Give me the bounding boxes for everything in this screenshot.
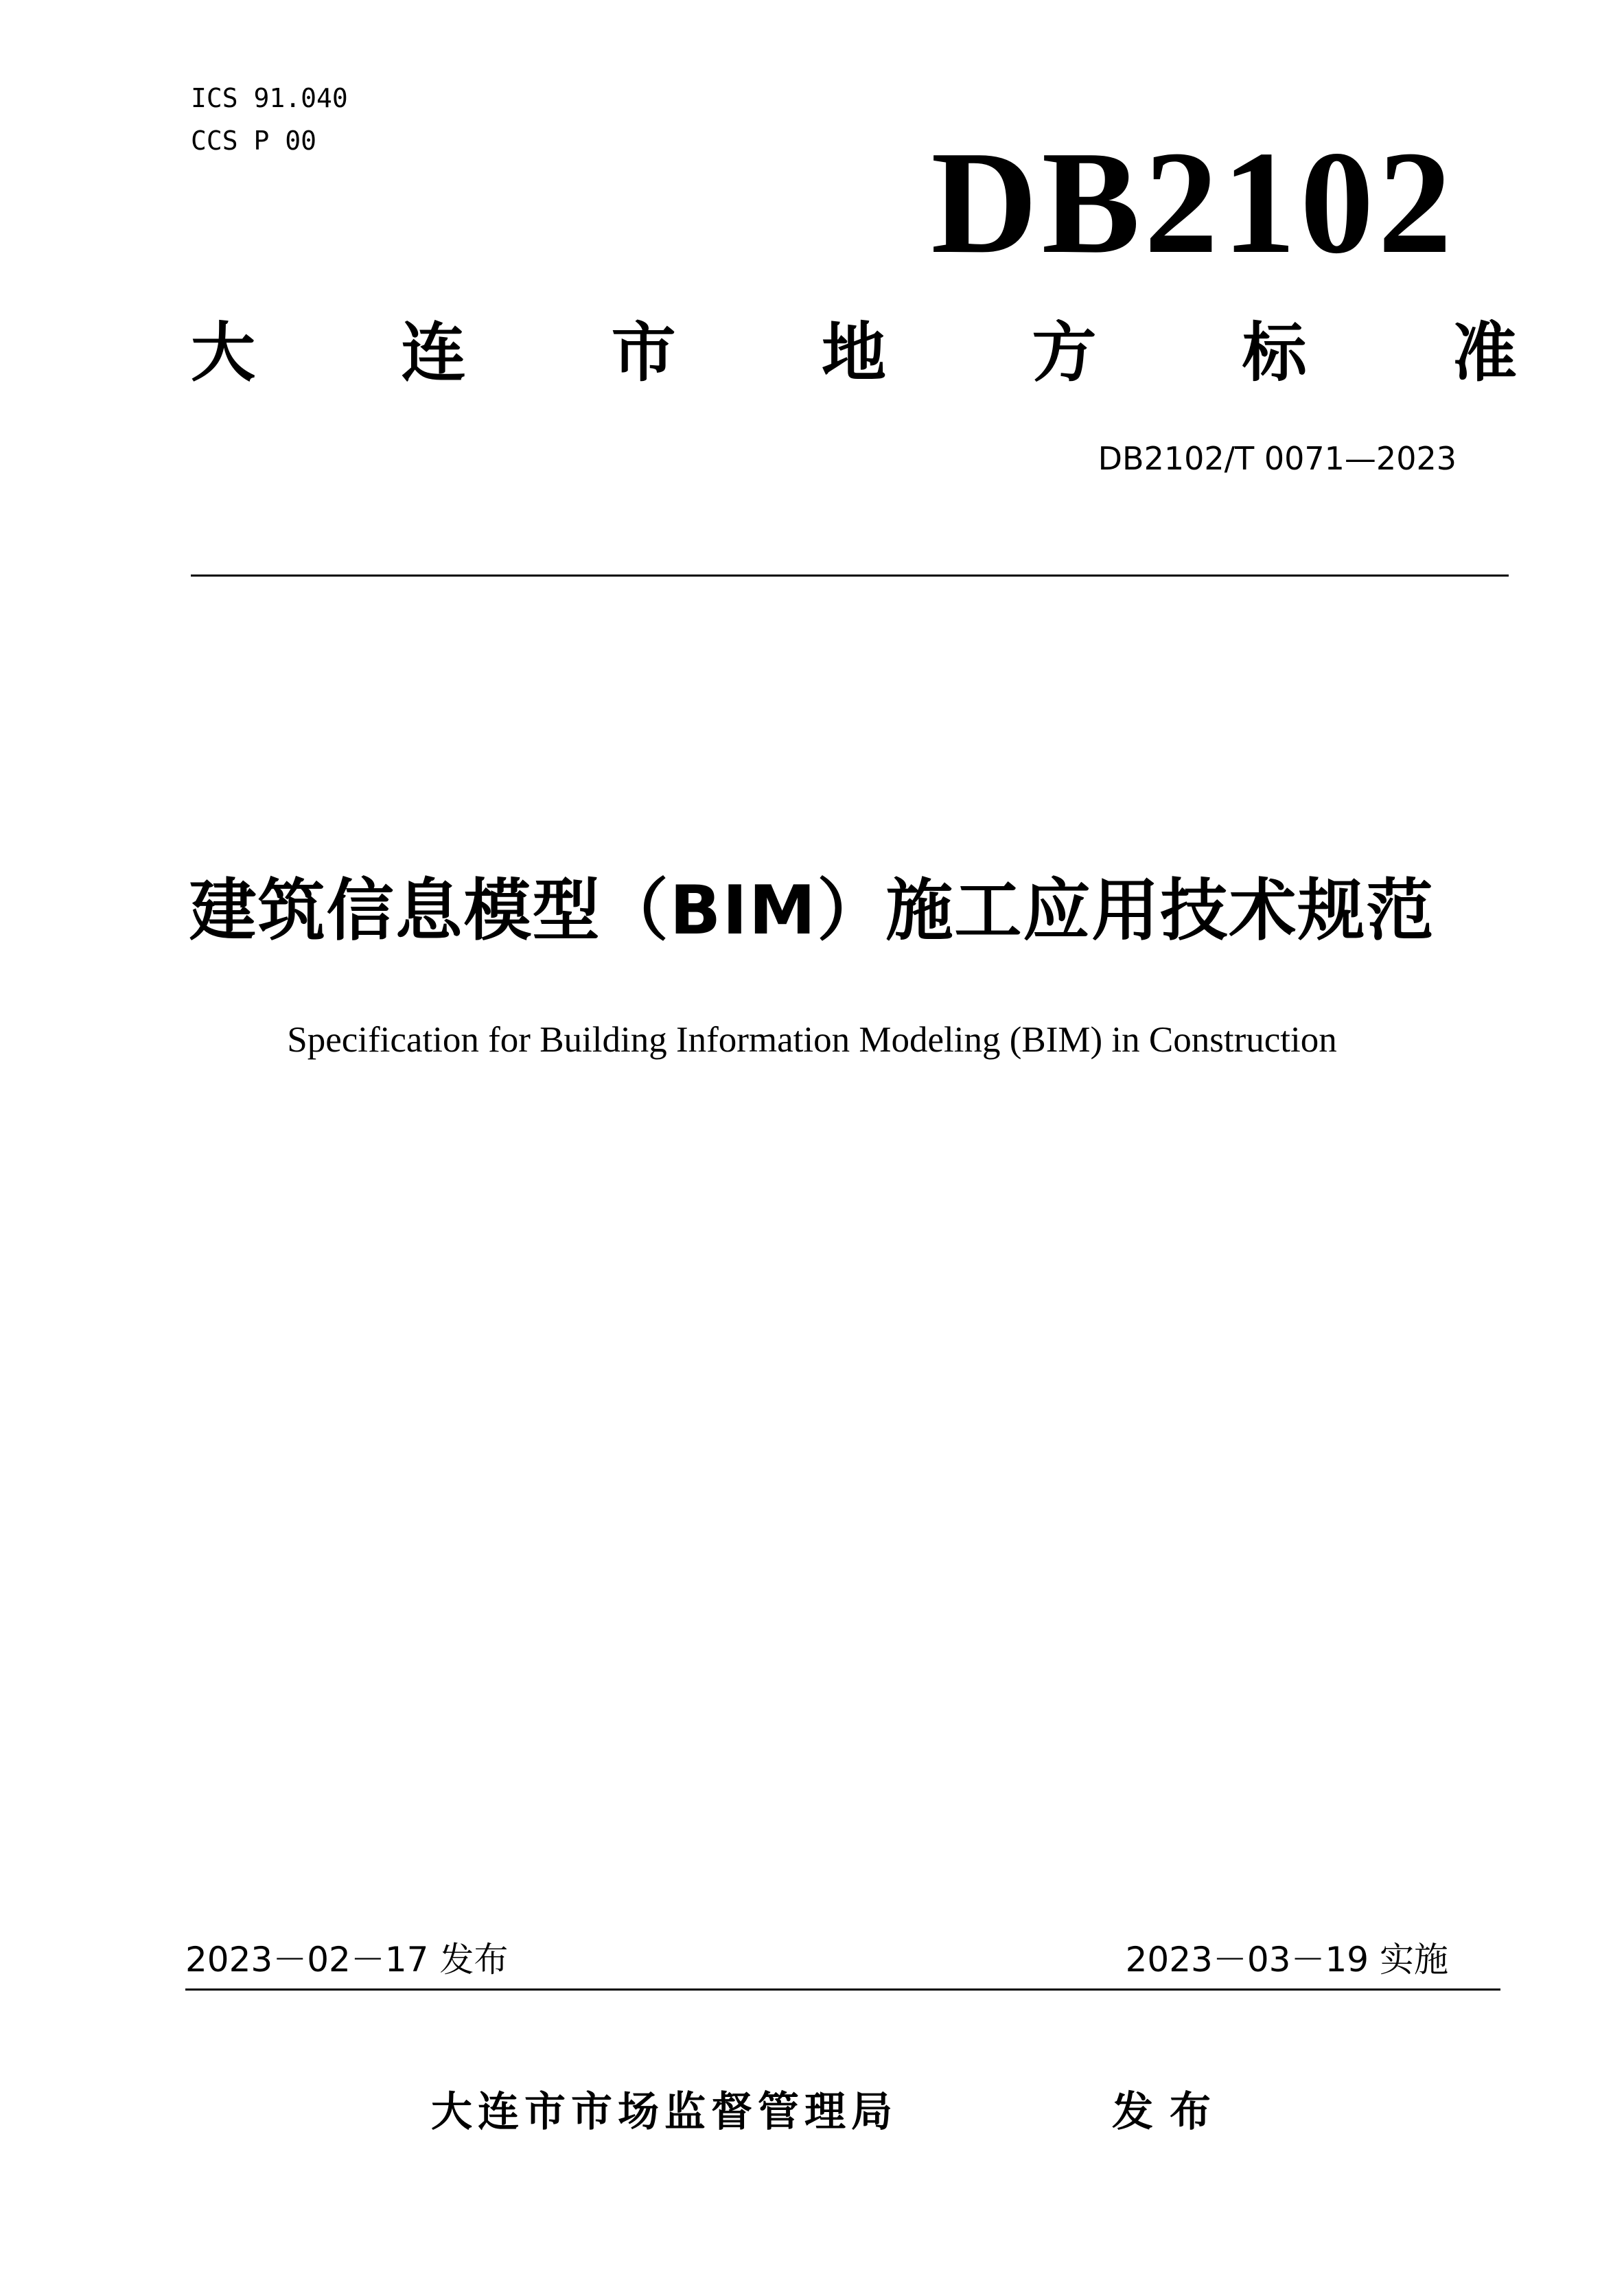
bottom-divider bbox=[185, 1988, 1500, 1991]
ics-code: ICS 91.040 bbox=[191, 83, 348, 113]
standard-category bbox=[191, 316, 1517, 391]
issue-label: 发布 bbox=[1112, 2088, 1227, 2136]
standard-number: DB2102/T 0071—2023 bbox=[1098, 440, 1457, 477]
issuing-authority: 大连市市场监督管理局 bbox=[431, 2088, 898, 2136]
issue-date: 2023－02－17 发布 bbox=[185, 1940, 509, 1980]
standard-category-char: 大 bbox=[191, 316, 256, 391]
standard-category-char: 方 bbox=[1032, 316, 1097, 391]
ccs-code: CCS P 00 bbox=[191, 126, 317, 156]
standard-category-char: 市 bbox=[611, 316, 676, 391]
document-title-en: Specification for Building Information Modeling (BIM) in Construction bbox=[287, 1020, 1337, 1060]
standard-category-char: 连 bbox=[401, 316, 466, 391]
top-divider bbox=[191, 575, 1509, 577]
standard-category-char: 标 bbox=[1242, 316, 1307, 391]
standard-category-char: 准 bbox=[1452, 316, 1517, 391]
implementation-date: 2023－03－19 实施 bbox=[1125, 1940, 1448, 1980]
document-title-zh: 建筑信息模型（BIM）施工应用技术规范 bbox=[189, 872, 1435, 950]
standard-mark: DB2102 bbox=[931, 120, 1456, 284]
standard-category-char: 地 bbox=[821, 316, 886, 391]
